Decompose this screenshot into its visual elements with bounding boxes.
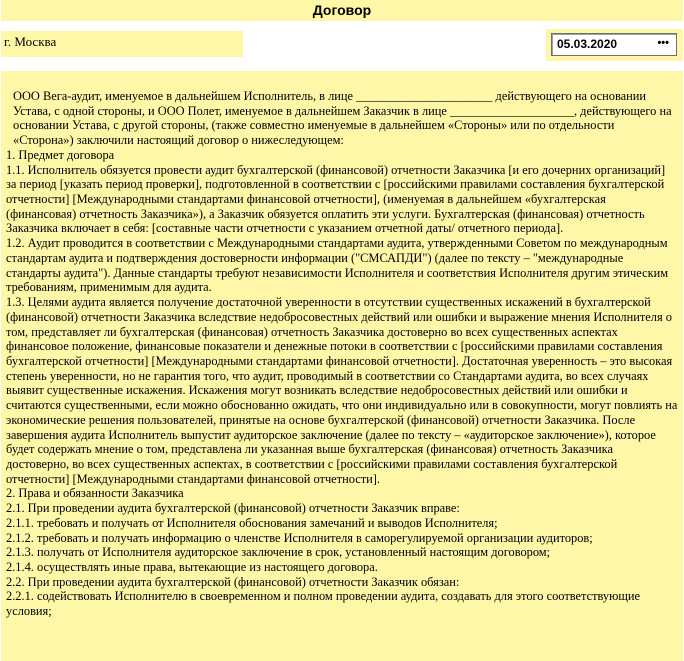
- preamble-paragraph: ООО Вега-аудит, именуемое в дальнейшем Исполнитель, в лице ______________________ действующего на основании Устава, с одной стороны, и ООО Полет, именуемое в дальнейшем Заказчик в лице ____________________, действующего на основании Устава, с другой стороны, (также совместно именуемые в дальнейшем «Стороны» или по отдельности «Сторона») заключили настоящий договор о нижеследующем:: [13, 89, 672, 148]
- clause-paragraph: 2.1.2. требовать и получать информацию о членстве Исполнителя в саморегулируемой организации аудиторов;: [6, 530, 593, 545]
- section-heading: 1. Предмет договора: [6, 147, 115, 162]
- clause-paragraph: 1.1. Исполнитель обязуется провести аудит бухгалтерской (финансовой) отчетности Заказчика [и его дочерних организаций] за период [указать период проверки], подготовленной в соответствии с [российскими правилами составления бухгалтерской отчетности] [Международными стандартами финансовой отчетности], (именуемая в дальнейшем «бухгалтерская (финансовая) отчетность Заказчика»), а Заказчик обязуется оплатить эти услуги. Бухгалтерская (финансовая) отчетность Заказчика включает в себя: [составные части отчетности с указанием отчетной даты/ отчетного периода].: [6, 162, 666, 236]
- clause-paragraph: 1.3. Целями аудита является получение достаточной уверенности в отсутствии существенных искажений в бухгалтерской (финансовой) отчетности Заказчика вследствие недобросовестных действий или ошибки и выражение мнения Исполнителя о том, представляет ли бухгалтерская (финансовая) отчетность Заказчика достоверно во всех существенных аспектах финансовое положение, финансовые показатели и денежные потоки в соответствии с [российскими правилами составления бухгалтерской отчетности] [Международными стандартами финансовой отчетности]. Достаточная уверенность – это высокая степень уверенности, но не гарантия того, что аудит, проводимый в соответствии со Стандартами аудита, во всех случаях выявит существенные искажения. Искажения могут возникать вследствие недобросовестных действий или ошибки и считаются существенными, если можно обоснованно ожидать, что они индивидуально или в совокупности, могут повлиять на экономические решения пользователей, принятые на основе бухгалтерской (финансовой) отчетности Заказчика. После завершения аудита Исполнитель выпустит аудиторское заключение (далее по тексту – «аудиторское заключение»), которое будет содержать мнение о том, представлена ли указанная выше бухгалтерская (финансовая) отчетность Заказчика достоверно, во всех существенных аспектах, в соответствии с [российскими правилами составления бухгалтерской отчетности] [Международными стандартами финансовой отчетности].: [6, 295, 678, 486]
- clause-paragraph: 2.1. При проведении аудита бухгалтерской (финансовой) отчетности Заказчик вправе:: [6, 501, 460, 516]
- date-value: 05.03.2020: [557, 37, 618, 51]
- date-picker[interactable]: [551, 33, 677, 56]
- clause-paragraph: 2.1.3. получать от Исполнителя аудиторское заключение в срок, установленный настоящим договором;: [6, 545, 551, 560]
- calendar-dots-icon[interactable]: •••: [657, 37, 669, 49]
- contract-text[interactable]: [1, 71, 683, 661]
- clause-paragraph: 2.2. При проведении аудита бухгалтерской (финансовой) отчетности Заказчик обязан:: [6, 574, 460, 589]
- clause-paragraph: 2.1.1. требовать и получать от Исполнителя обоснования замечаний и выводов Исполнителя;: [6, 515, 498, 530]
- clause-paragraph: 1.2. Аудит проводится в соответствии с Международными стандартами аудита, утвержденными Советом по международным стандартам аудита и подтверждения достоверности информации ("СМСАПДИ") (далее по тексту – "международные стандарты аудита"). Данные стандарты требуют независимости Исполнителя и соответствия Исполнителя другим этическим требованиям, применимым для аудита.: [6, 236, 669, 295]
- clause-paragraph: 2.1.4. осуществлять иные права, вытекающие из настоящего договора.: [6, 560, 378, 574]
- date-panel: [546, 29, 683, 61]
- section-heading: 2. Права и обязанности Заказчика: [6, 486, 184, 501]
- clause-paragraph: 2.2.1. содействовать Исполнителю в своевременном и полном проведении аудита, создавать для этого соответствующие условия;: [6, 589, 641, 619]
- document-title: Договор: [1, 0, 683, 21]
- city-field[interactable]: г. Москва: [1, 31, 243, 57]
